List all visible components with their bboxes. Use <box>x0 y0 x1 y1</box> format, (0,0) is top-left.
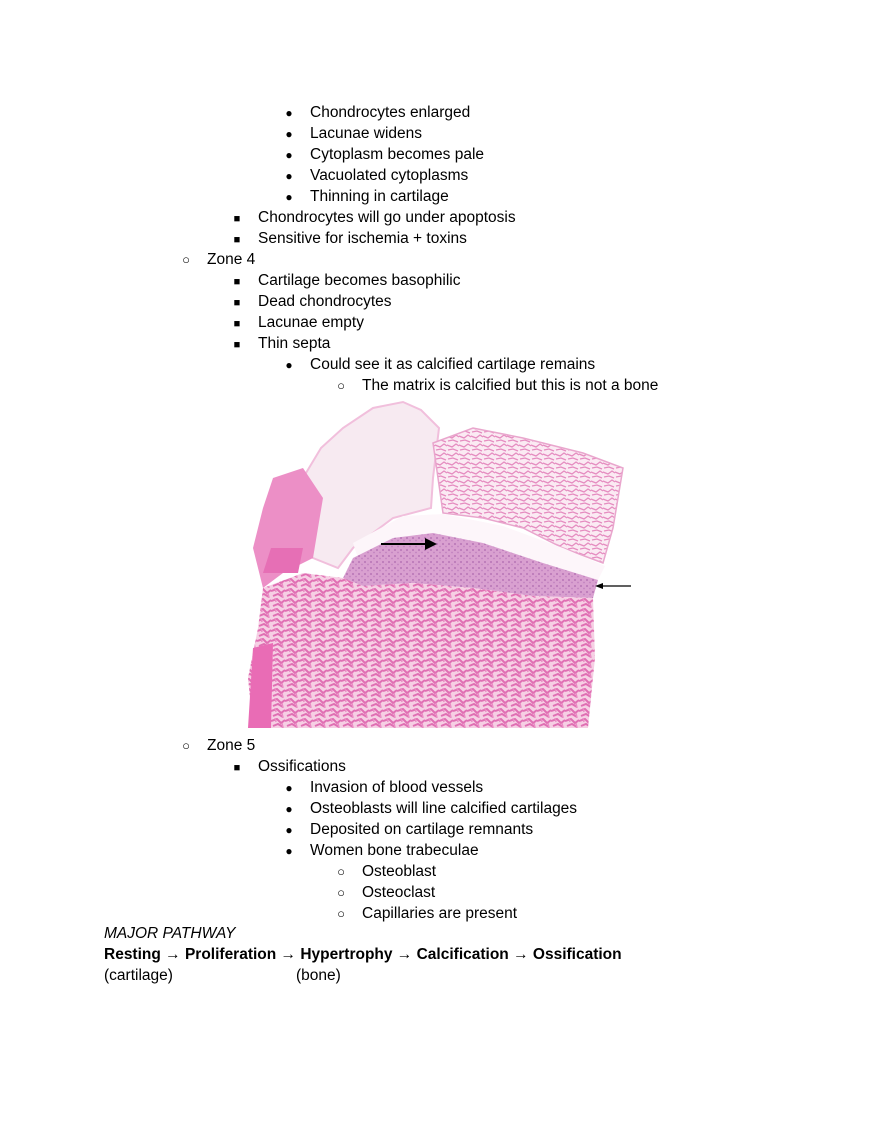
pathway-label-cartilage: (cartilage) <box>104 967 173 984</box>
pathway-sequence: Resting → Proliferation → Hypertrophy → Calcification → Ossification <box>104 946 622 963</box>
list-item: Chondrocytes will go under apoptosis <box>258 209 516 226</box>
bullet-circle-icon <box>334 883 348 903</box>
bullet-circle-icon <box>334 862 348 882</box>
bullet-disc-icon <box>282 124 296 144</box>
list-item: Lacunae empty <box>258 314 364 331</box>
list-item: Ossifications <box>258 758 346 775</box>
bullet-square-icon <box>230 292 244 313</box>
list-item: Cytoplasm becomes pale <box>310 146 485 163</box>
list-item: Sensitive for ischemia + toxins <box>258 230 467 247</box>
bullet-disc-icon <box>282 841 296 861</box>
bullet-disc-icon <box>282 166 296 186</box>
bullet-square-icon <box>230 271 244 292</box>
list-item: Chondrocytes enlarged <box>310 104 471 121</box>
list-item: Osteoblasts will line calcified cartilages <box>310 800 578 817</box>
bullet-square-icon <box>230 208 244 229</box>
list-item: Cartilage becomes basophilic <box>258 272 461 289</box>
list-item: Osteoclast <box>362 884 436 901</box>
bullet-disc-icon <box>282 145 296 165</box>
bullet-circle-icon <box>179 736 193 756</box>
histology-micrograph-icon <box>243 398 635 730</box>
bullet-circle-icon <box>334 376 348 396</box>
list-item: Vacuolated cytoplasms <box>310 167 469 184</box>
list-item: Osteoblast <box>362 863 437 880</box>
list-item: Could see it as calcified cartilage remains <box>310 356 596 373</box>
pathway-label-bone: (bone) <box>296 967 341 984</box>
bullet-disc-icon <box>282 187 296 207</box>
bullet-circle-icon <box>334 904 348 924</box>
bullet-disc-icon <box>282 820 296 840</box>
list-item: Capillaries are present <box>362 905 518 922</box>
bullet-disc-icon <box>282 355 296 375</box>
bullet-square-icon <box>230 757 244 778</box>
list-item: Thin septa <box>258 335 331 352</box>
list-item: Deposited on cartilage remnants <box>310 821 534 838</box>
list-item: Lacunae widens <box>310 125 423 142</box>
list-item: The matrix is calcified but this is not a bone <box>362 377 659 394</box>
bullet-disc-icon <box>282 103 296 123</box>
bullet-disc-icon <box>282 799 296 819</box>
bullet-circle-icon <box>179 250 193 270</box>
bullet-square-icon <box>230 334 244 355</box>
list-item: Women bone trabeculae <box>310 842 479 859</box>
zone-4-heading: Zone 4 <box>207 251 256 268</box>
list-item: Dead chondrocytes <box>258 293 392 310</box>
zone-5-heading: Zone 5 <box>207 737 256 754</box>
bullet-disc-icon <box>282 778 296 798</box>
pathway-heading: MAJOR PATHWAY <box>104 925 236 942</box>
bullet-square-icon <box>230 313 244 334</box>
list-item: Thinning in cartilage <box>310 188 449 205</box>
bullet-square-icon <box>230 229 244 250</box>
list-item: Invasion of blood vessels <box>310 779 484 796</box>
